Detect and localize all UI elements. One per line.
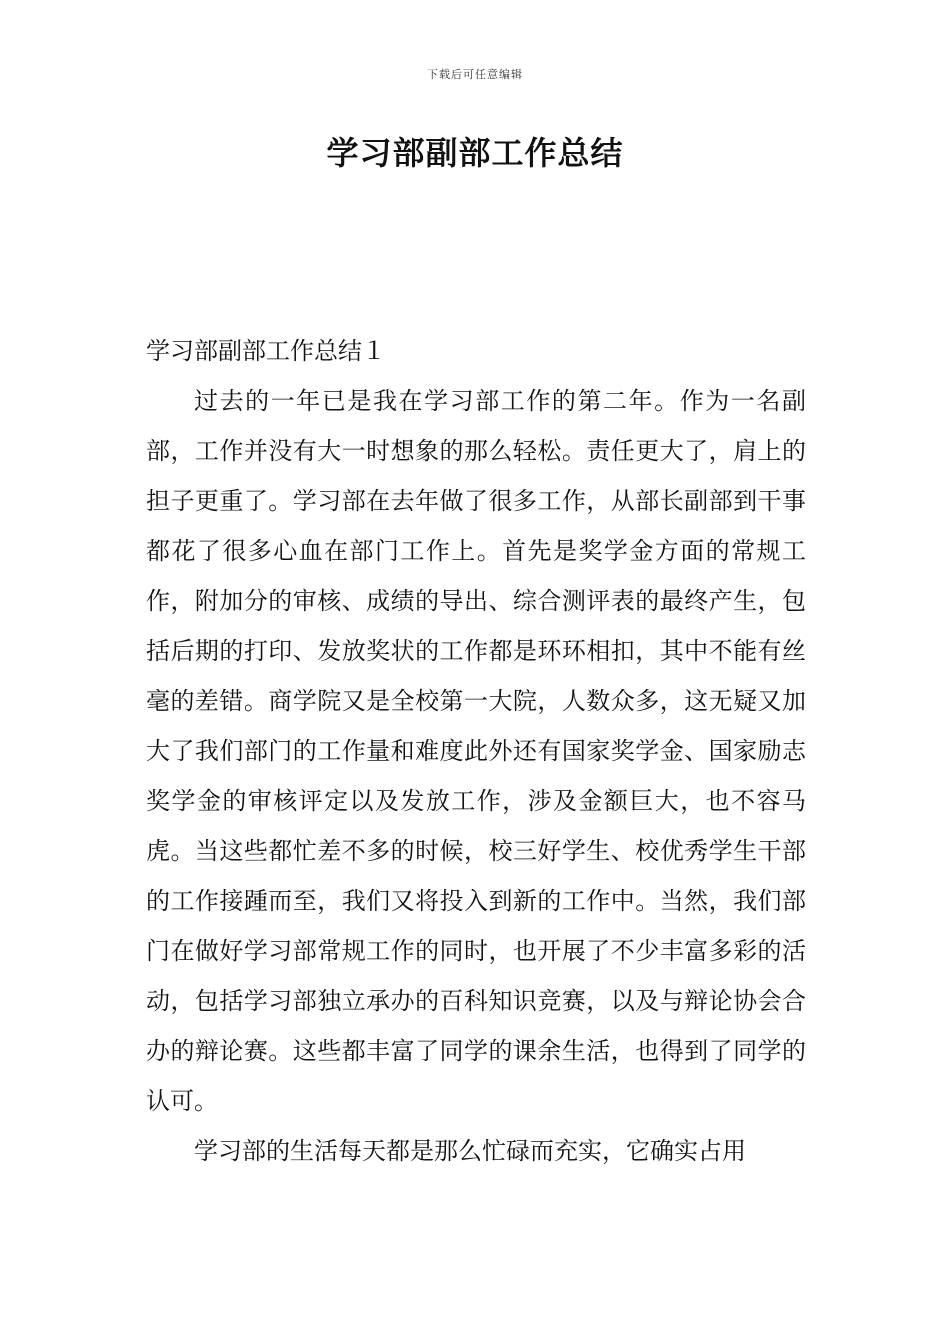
header-note: 下载后可任意编辑 (427, 68, 523, 81)
body-paragraph-1: 过去的一年已是我在学习部工作的第二年。作为一名副部，工作并没有大一时想象的那么轻松。责任更大了，肩上的担子更重了。学习部在去年做了很多工作，从部长副部到干事都花了很多心血在部门工作上。首先是奖学金方面的常规工作，附加分的审核、成绩的导出、综合测评表的最终产生，包括后期的打印、发放奖状的工作都是环环相扣，其中不能有丝毫的差错。商学院又是全校第一大院，人数众多，这无疑又加大了我们部门的工作量和难度此外还有国家奖学金、国家励志奖学金的审核评定以及发放工作，涉及金额巨大，也不容马虎。当这些都忙差不多的时候，校三好学生、校优秀学生干部的工作接踵而至，我们又将投入到新的工作中。当然，我们部门在做好学习部常规工作的同时，也开展了不少丰富多彩的活动，包括学习部独立承办的百科知识竞赛，以及与辩论协会合办的辩论赛。这些都丰富了同学的课余生活，也得到了同学的认可。 (146, 387, 806, 1115)
body-paragraph-2: 学习部的生活每天都是那么忙碌而充实，它确实占用 (194, 1137, 746, 1165)
section-heading: 学习部副部工作总结１ (146, 337, 386, 365)
document-body (146, 326, 806, 1176)
document-title: 学习部副部工作总结 (326, 134, 624, 172)
